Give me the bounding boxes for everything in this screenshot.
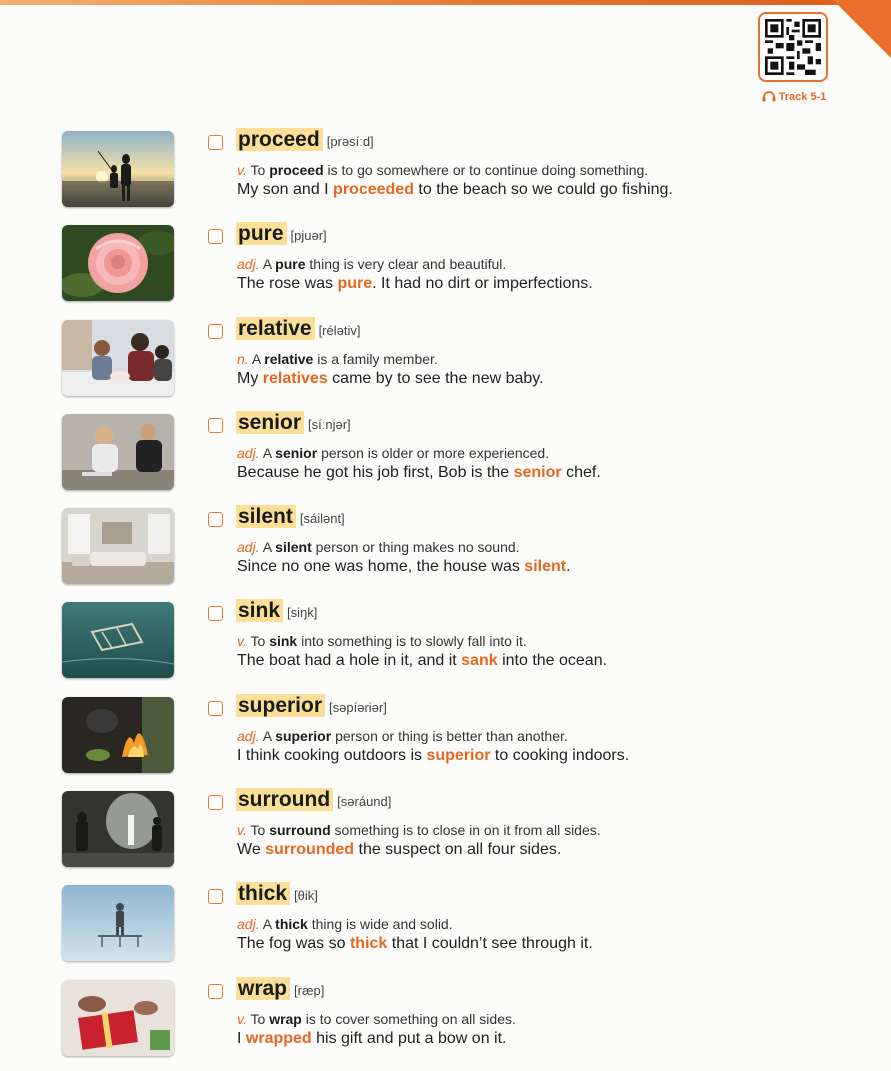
vocab-entry (0, 222, 891, 316)
entry-checkbox[interactable] (208, 795, 223, 810)
photo-foggy-pier (62, 885, 174, 961)
definition: adj. A silent person or thing makes no sound. (237, 539, 520, 556)
part-of-speech: v. (237, 633, 247, 650)
vocab-entry (0, 977, 891, 1071)
vocab-word: superior (236, 694, 325, 717)
vocab-entry (0, 694, 891, 788)
definition: adj. A senior person is older or more experienced. (237, 444, 550, 461)
pronunciation: [síːnjər] (308, 416, 351, 432)
example-sentence: I wrapped his gift and put a bow on it. (237, 1029, 507, 1047)
corner-accent (833, 0, 891, 58)
pronunciation: [səráund] (337, 794, 392, 810)
part-of-speech: adj. (237, 444, 260, 461)
vocab-word: thick (236, 882, 290, 905)
entry-heading (236, 694, 387, 718)
qr-code-icon[interactable] (758, 12, 828, 82)
photo-chefs (62, 414, 174, 490)
vocab-entry (0, 882, 891, 976)
entry-checkbox[interactable] (208, 135, 223, 150)
definition: adj. A thick thing is wide and solid. (237, 916, 453, 933)
photo-outdoor-cooking (62, 697, 174, 773)
example-sentence: Because he got his job first, Bob is the senior chef. (237, 463, 601, 481)
pronunciation: [siŋk] (287, 605, 318, 621)
definition: v. To surround something is to close in on it from all sides. (237, 822, 601, 839)
definition: n. A relative is a family member. (237, 350, 438, 367)
entry-heading (236, 128, 374, 152)
vocab-word: relative (236, 317, 315, 340)
vocab-word: proceed (236, 128, 323, 151)
example-sentence: I think cooking outdoors is superior to cooking indoors. (237, 746, 630, 764)
entry-heading (236, 411, 351, 435)
entry-checkbox[interactable] (208, 701, 223, 716)
entry-heading (236, 505, 345, 529)
vocab-word: wrap (236, 977, 290, 1000)
entry-heading (236, 882, 318, 906)
example-sentence: Since no one was home, the house was silent. (237, 558, 571, 576)
pronunciation: [ræp] (294, 982, 325, 998)
example-sentence: The rose was pure. It had no dirt or imperfections. (237, 275, 593, 293)
pronunciation: [sáilənt] (299, 511, 345, 527)
entry-checkbox[interactable] (208, 418, 223, 433)
vocab-word: silent (236, 505, 296, 528)
definition: v. To wrap is to cover something on all sides. (237, 1010, 516, 1027)
definition: v. To proceed is to go somewhere or to continue doing something. (237, 162, 649, 178)
entry-heading (236, 317, 360, 341)
entry-checkbox[interactable] (208, 229, 223, 244)
vocab-word: pure (236, 222, 287, 245)
pronunciation: [rélətiv] (318, 322, 361, 338)
example-sentence: We surrounded the suspect on all four sides. (237, 841, 562, 859)
part-of-speech: n. (237, 350, 249, 367)
headphones-icon (762, 90, 776, 102)
vocab-entry (0, 505, 891, 599)
vocab-entry (0, 599, 891, 693)
photo-empty-living-room (62, 508, 174, 584)
vocab-word: senior (236, 411, 304, 434)
pronunciation: [pjuər] (290, 228, 327, 244)
entry-heading (236, 977, 324, 1001)
pronunciation: [səpíəriər] (329, 699, 387, 715)
vocab-entry (0, 411, 891, 505)
entry-heading (236, 788, 391, 812)
definition: adj. A superior person or thing is better than another. (237, 727, 568, 744)
pronunciation: [θik] (294, 888, 318, 904)
photo-rose (62, 225, 174, 301)
entry-heading (236, 222, 327, 246)
entry-checkbox[interactable] (208, 889, 223, 904)
example-sentence: My relatives came by to see the new baby. (237, 369, 544, 387)
photo-family-baby (62, 320, 174, 396)
top-accent-bar (0, 0, 891, 5)
photo-suspect-surrounded (62, 791, 174, 867)
entry-checkbox[interactable] (208, 606, 223, 621)
example-sentence: The boat had a hole in it, and it sank into the ocean. (237, 652, 608, 670)
part-of-speech: adj. (237, 916, 260, 933)
part-of-speech: v. (237, 1010, 247, 1027)
part-of-speech: adj. (237, 727, 260, 744)
photo-beach-fishing (62, 131, 174, 207)
part-of-speech: adj. (237, 256, 260, 273)
vocab-word: surround (236, 788, 333, 811)
photo-gift-wrapping (62, 980, 174, 1056)
example-sentence: My son and I proceeded to the beach so we could go fishing. (237, 181, 673, 198)
part-of-speech: v. (237, 162, 247, 178)
example-sentence: The fog was so thick that I couldn’t see through it. (237, 935, 593, 953)
entry-checkbox[interactable] (208, 512, 223, 527)
vocab-word: sink (236, 599, 283, 622)
pronunciation: [prəsíːd] (326, 134, 374, 149)
vocabulary-list (0, 128, 891, 1071)
entry-checkbox[interactable] (208, 324, 223, 339)
entry-checkbox[interactable] (208, 984, 223, 999)
vocab-entry (0, 788, 891, 882)
vocab-entry (0, 317, 891, 411)
vocab-entry (0, 128, 891, 222)
entry-heading (236, 599, 317, 623)
track-label[interactable]: Track 5-1 (758, 90, 830, 103)
definition: adj. A pure thing is very clear and beautiful. (237, 256, 507, 273)
definition: v. To sink into something is to slowly fall into it. (237, 633, 527, 650)
part-of-speech: v. (237, 822, 247, 839)
photo-sinking-boat (62, 602, 174, 678)
part-of-speech: adj. (237, 539, 260, 556)
